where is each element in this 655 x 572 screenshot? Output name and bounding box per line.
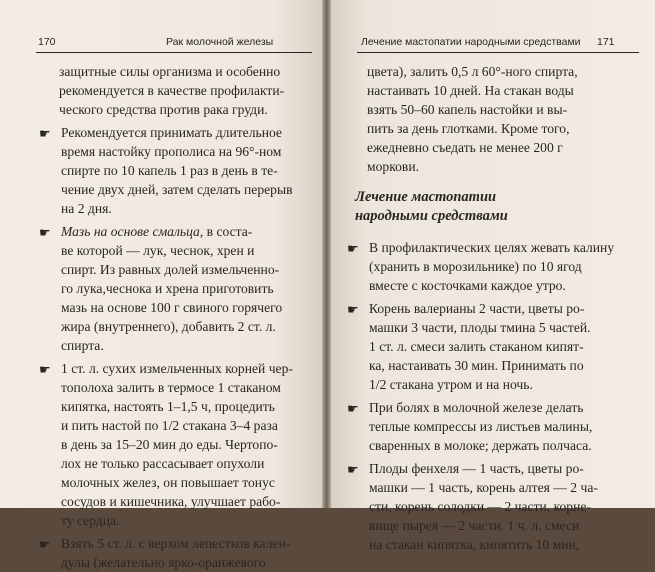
text-line: ве которой — лук, чеснок, хрен и — [61, 243, 255, 258]
text-line: лох не только рассасывает опухоли — [61, 456, 265, 471]
text-line: Взять 5 ст. л. с верхом лепестков кален- — [61, 536, 291, 551]
page-number-left: 170 — [38, 36, 56, 48]
paragraph — [347, 238, 645, 295]
text-line: в день за 15–20 мин до еды. Чертопо- — [61, 437, 278, 452]
text-line: дулы (желательно ярко-оранжевого — [61, 555, 266, 570]
text-line: настаивать 10 дней. На стакан воды — [367, 83, 574, 98]
text-line: 1/2 стакана утром и на ночь. — [369, 377, 533, 392]
section-heading — [355, 188, 645, 226]
text-line: 1 ст. л. смеси залить стаканом кипят- — [369, 339, 584, 354]
paragraph — [367, 62, 645, 176]
text-line: защитные силы организма и особенно — [59, 64, 281, 79]
text-line: сваренных в молоке; держать полчаса. — [369, 438, 592, 453]
paragraph — [39, 359, 309, 530]
text-line: цвета), залить 0,5 л 60°-ного спирта, — [367, 64, 578, 79]
text-line: В профилактических целях жевать калину — [369, 240, 615, 255]
text-line: сти, корень солодки — 2 части, корне- — [369, 499, 591, 514]
left-page — [0, 0, 322, 570]
text-line: молочных желез, он повышает тонус — [61, 475, 275, 490]
text-line: спирт. Из равных долей измельченно- — [61, 262, 280, 277]
paragraph — [347, 398, 645, 455]
text-line: вместе с косточками каждое утро. — [369, 278, 566, 293]
line-text: в соста- — [203, 224, 253, 239]
text-line: кипятка, настоять 1–1,5 ч, процедить — [61, 399, 275, 414]
pointing-hand-icon: ☛ — [39, 537, 51, 552]
text-line: чение двух дней, затем сделать перерыв — [61, 182, 293, 197]
paragraph — [347, 459, 645, 554]
text-line: Лечение мастопатии — [355, 189, 497, 205]
header-rule-left — [36, 52, 312, 53]
text-line: При болях в молочной железе делать — [369, 400, 584, 415]
text-line: теплые компрессы из листьев малины, — [369, 419, 593, 434]
text-line: на стакан кипятка, кипятить 10 мин, — [369, 537, 580, 552]
text-line: (хранить в морозильнике) по 10 ягод — [369, 259, 582, 274]
text-line: время настойку прополиса на 96°-ном — [61, 144, 282, 159]
pointing-hand-icon: ☛ — [347, 462, 359, 477]
text-line: спирта. — [61, 338, 104, 353]
paragraph — [39, 222, 309, 355]
pointing-hand-icon: ☛ — [39, 362, 51, 377]
text-line: на 2 дня. — [61, 201, 112, 216]
pointing-hand-icon: ☛ — [39, 225, 51, 240]
text-line: спирте по 10 капель 1 раз в день в те- — [61, 163, 278, 178]
text-line: Плоды фенхеля — 1 часть, цветы ро- — [369, 461, 584, 476]
text-line: народными средствами — [355, 208, 508, 224]
pointing-hand-icon: ☛ — [39, 126, 51, 141]
text-line: ческого средства против рака груди. — [59, 102, 268, 117]
text-line: взять 50–60 капель настойки и вы- — [367, 102, 568, 117]
text-line: и пить настой по 1/2 стакана 3–4 раза — [61, 418, 278, 433]
text-line: жира (внутреннего), добавить 2 ст. л. — [61, 319, 276, 334]
text-line: машки — 1 часть, корень алтея — 2 ча- — [369, 480, 598, 495]
pointing-hand-icon: ☛ — [347, 241, 359, 256]
text-line: 1 ст. л. сухих измельченных корней чер- — [61, 361, 293, 376]
text-line: го лука,чеснока и хрена приготовить — [61, 281, 274, 296]
paragraph — [39, 123, 309, 218]
book-gutter — [322, 0, 331, 508]
right-body-text — [347, 62, 645, 554]
header-rule-right — [357, 52, 639, 53]
text-line: сосудов и кишечника, улучшает рабо- — [61, 494, 281, 509]
running-head-left: Рак молочной железы — [166, 36, 274, 48]
text-line — [61, 222, 309, 241]
paragraph — [347, 299, 645, 394]
text-line: рекомендуется в качестве профилакти- — [59, 83, 285, 98]
text-line: машки 3 части, плоды тмина 5 частей. — [369, 320, 591, 335]
text-line: вище пырея — 2 части. 1 ч. л. смеси — [369, 518, 580, 533]
text-line: мазь на основе 100 г свиного горячего — [61, 300, 283, 315]
text-line: пить за день глотками. Кроме того, — [367, 121, 570, 136]
text-line: ту сердца. — [61, 513, 120, 528]
left-body-text — [39, 62, 309, 572]
paragraph — [59, 62, 309, 119]
page-number-right: 171 — [597, 36, 615, 48]
text-line: ежедневно съедать не менее 200 г — [367, 140, 563, 155]
text-line: Корень валерианы 2 части, цветы ро- — [369, 301, 585, 316]
text-line: тополоха залить в термосе 1 стаканом — [61, 380, 281, 395]
pointing-hand-icon: ☛ — [347, 302, 359, 317]
running-head-right: Лечение мастопатии народными средствами — [361, 36, 581, 48]
italic-lead: Мазь на основе смальца, — [61, 224, 204, 239]
right-page — [331, 0, 655, 552]
paragraph — [39, 534, 309, 572]
text-line: ка, настаивать 30 мин. Принимать по — [369, 358, 584, 373]
text-line: моркови. — [367, 159, 419, 174]
pointing-hand-icon: ☛ — [347, 401, 359, 416]
text-line: Рекомендуется принимать длительное — [61, 125, 282, 140]
